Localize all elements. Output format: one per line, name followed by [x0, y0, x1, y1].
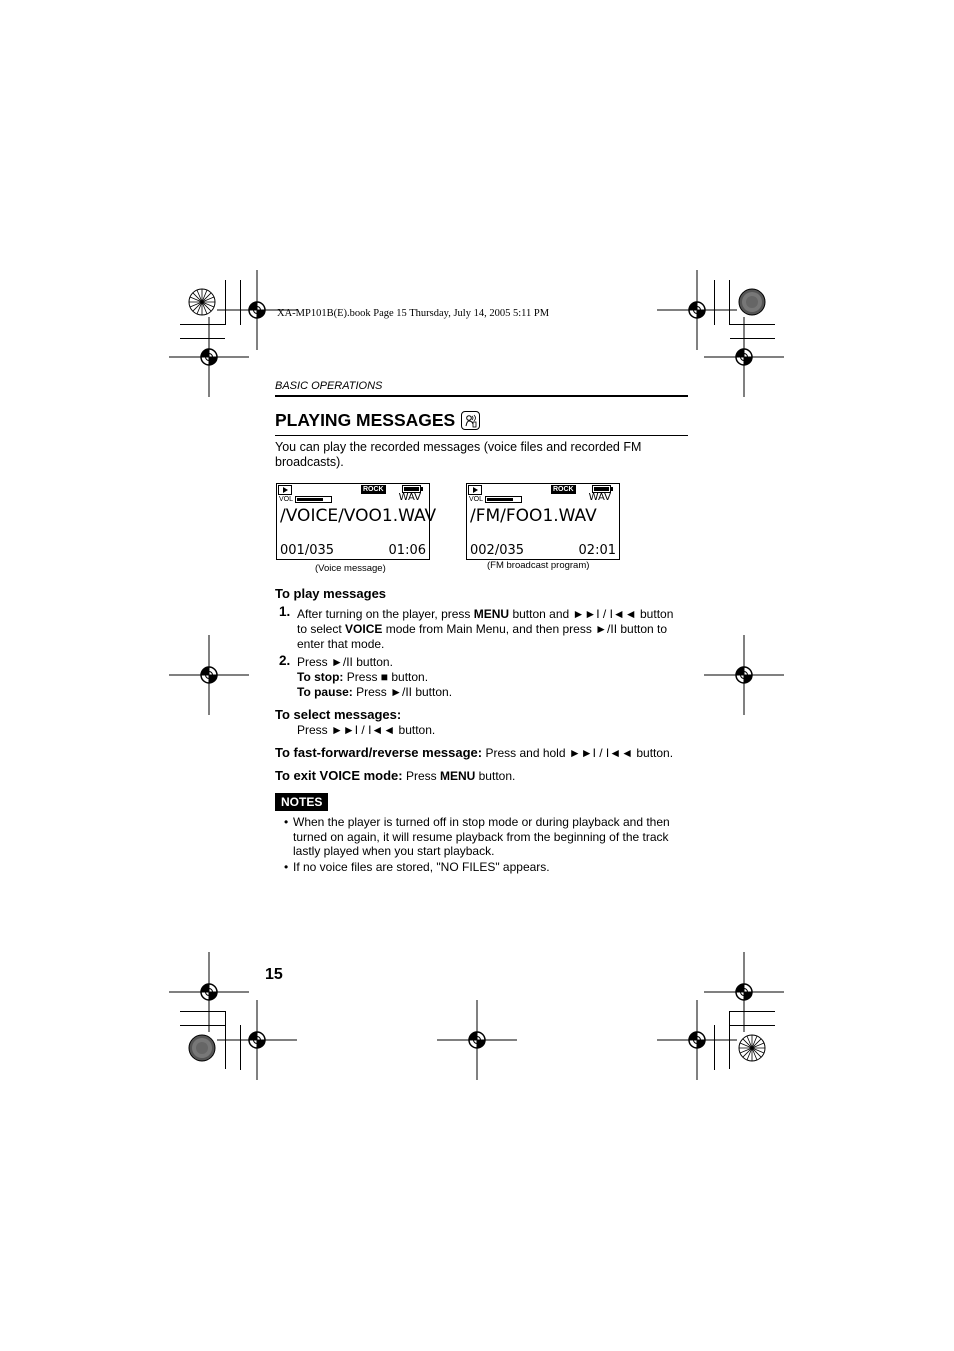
step-1-text: After turning on the player, press MENU button and ►►I / I◄◄ button to select VOICE mode from Main Menu, and then press ►/II button to enter that mode.	[297, 607, 674, 651]
print-header: XA-MP101B(E).book Page 15 Thursday, July 14, 2005 5:11 PM	[277, 308, 550, 319]
to-exit-line: To exit VOICE mode: Press MENU button.	[275, 768, 516, 783]
step-2-text: Press ►/II button.	[297, 655, 393, 669]
intro-text: You can play the recorded messages (voice files and recorded FM broadcasts).	[275, 440, 642, 469]
track-counter: 002/035	[470, 543, 525, 558]
format-label: WAV	[588, 492, 611, 503]
note-item-1: When the player is turned off in stop mode or during playback and then turned on again, it will resume playback from the beginning of the track lastly played when you start playback.	[293, 815, 670, 858]
title-rule	[275, 435, 688, 436]
vol-label: VOL	[469, 496, 484, 503]
to-select-heading: To select messages:	[275, 707, 402, 722]
format-label: WAV	[398, 492, 421, 503]
header-rule	[275, 395, 688, 397]
eq-badge: ROCK	[553, 486, 574, 493]
lcd-caption-voice: (Voice message)	[315, 563, 386, 574]
time-display: 02:01	[578, 543, 616, 558]
page-number: 15	[265, 966, 283, 983]
note-bullet-2: •	[284, 860, 289, 874]
to-play-heading: To play messages	[275, 586, 387, 601]
volume-bar	[485, 496, 522, 503]
play-icon	[468, 485, 482, 495]
note-bullet-1: •	[284, 815, 289, 829]
play-icon	[278, 485, 292, 495]
time-display: 01:06	[388, 543, 426, 558]
to-pause-line: To pause: Press ►/II button.	[297, 685, 453, 699]
step-1-number: 1.	[279, 604, 291, 619]
section-label: BASIC OPERATIONS	[275, 380, 383, 392]
volume-bar	[295, 496, 332, 503]
to-select-text: Press ►►I / I◄◄ button.	[297, 723, 436, 737]
note-item-2: If no voice files are stored, "NO FILES" appears.	[293, 860, 550, 874]
to-ff-line: To fast-forward/reverse message: Press and hold ►►I / I◄◄ button.	[275, 745, 674, 760]
lcd-display-voice	[276, 483, 437, 560]
page-title-text: PLAYING MESSAGES	[275, 410, 456, 430]
notes-badge: NOTES	[275, 793, 328, 811]
to-stop-line: To stop: Press ■ button.	[297, 670, 429, 684]
vol-label: VOL	[279, 496, 294, 503]
file-path: /VOICE/VOO1.WAV	[280, 506, 437, 526]
page-title	[275, 410, 480, 431]
lcd-display-fm	[466, 483, 620, 560]
voice-recorder-icon	[461, 411, 480, 430]
lcd-caption-fm: (FM broadcast program)	[487, 560, 590, 571]
step-2-number: 2.	[279, 653, 291, 668]
eq-badge: ROCK	[363, 486, 384, 493]
track-counter: 001/035	[280, 543, 335, 558]
file-path: /FM/FOO1.WAV	[470, 506, 597, 526]
